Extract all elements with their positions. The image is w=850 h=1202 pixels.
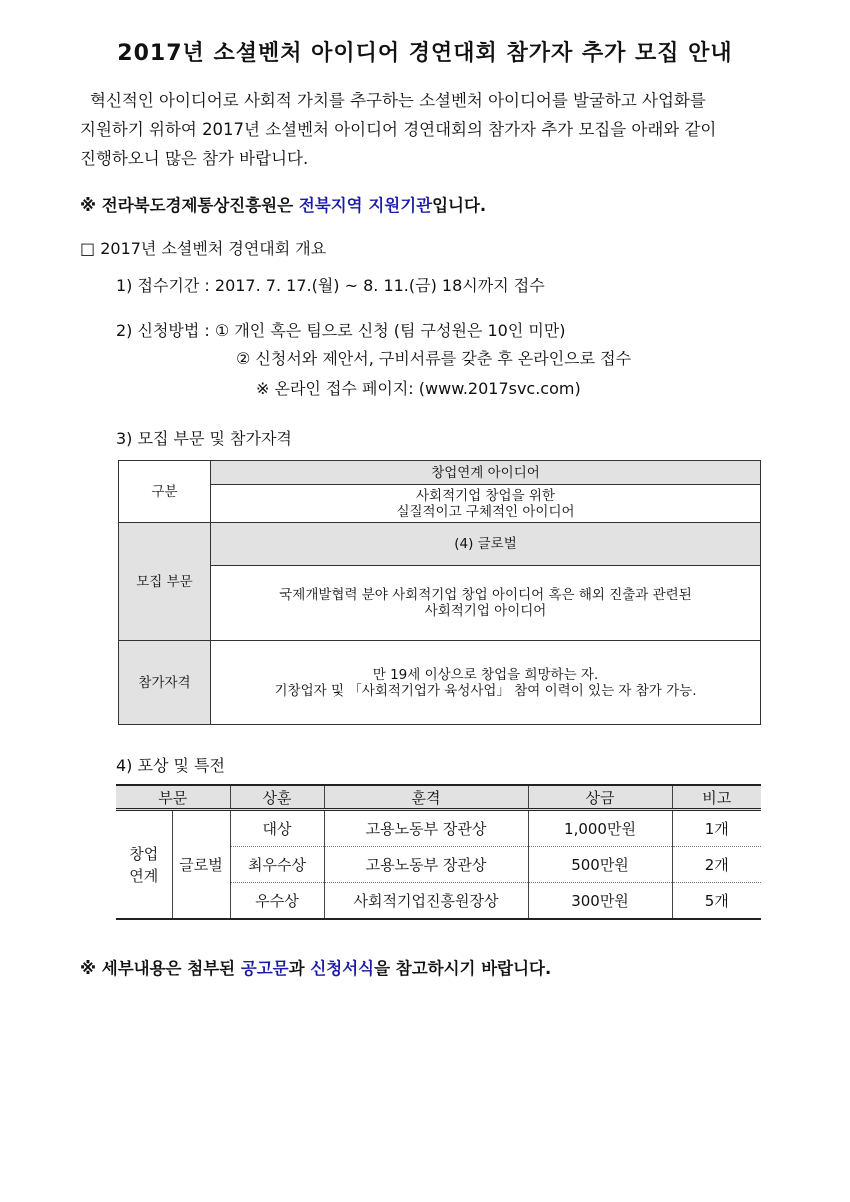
recruit-desc-global-1: 국제개발협력 분야 사회적기업 창업 아이디어 혹은 해외 진출과 관련된 [279,587,692,603]
intro-paragraph [80,86,770,173]
recruit-desc-idea-2: 실질적이고 구체적인 아이디어 [396,503,575,520]
recruit-desc-eligibility-2: 기창업자 및 「사회적기업가 육성사업」 참여 이력이 있는 자 참가 가능. [274,682,697,699]
recruit-head-idea: 창업연계 아이디어 [211,461,761,485]
recruit-desc-eligibility [211,641,761,725]
awards-row-grade: 고용노동부 장관상 [324,810,528,847]
item-categories: 3) 모집 부문 및 참가자격 [116,429,292,448]
awards-header-grade: 훈격 [324,785,528,810]
awards-row-note: 5개 [672,883,761,920]
awards-row-prize: 1,000만원 [528,810,672,847]
application-form-link[interactable]: 신청서식 [310,959,375,978]
recruit-desc-idea-1: 사회적기업 창업을 위한 [416,487,555,504]
awards-category-line2: 연계 [129,866,159,885]
item-method-b: ② 신청서와 제안서, 구비서류를 갖춘 후 온라인으로 접수 [236,349,632,368]
recruit-label-eligibility: 참가자격 [119,641,211,725]
awards-subcategory: 글로벌 [172,810,230,920]
awards-row-award: 최우수상 [230,847,324,883]
notice-attachments-mid: 과 [288,959,311,978]
recruit-head-global: (4) 글로벌 [211,523,761,566]
awards-header-award: 상훈 [230,785,324,810]
announcement-link[interactable]: 공고문 [240,959,289,978]
item-awards: 4) 포상 및 특전 [116,756,225,775]
recruit-label-field: 모집 부문 [119,523,211,641]
notice-attachments-suffix: 을 참고하시기 바랍니다. [374,959,552,978]
awards-row-prize: 500만원 [528,847,672,883]
notice-agency-highlight: 전북지역 지원기관 [298,196,433,215]
awards-row-award: 대상 [230,810,324,847]
awards-row-note: 2개 [672,847,761,883]
recruit-label-division: 구분 [119,461,211,523]
section-heading: □ 2017년 소셜벤처 경연대회 개요 [80,239,327,258]
awards-row-award: 우수상 [230,883,324,920]
awards-category [116,810,172,920]
item-method-a: 2) 신청방법 : ① 개인 혹은 팀으로 신청 (팀 구성원은 10인 미만) [116,321,566,340]
awards-category-line1: 창업 [129,844,159,863]
awards-row-prize: 300만원 [528,883,672,920]
recruit-desc-eligibility-1: 만 19세 이상으로 창업을 희망하는 자. [372,666,599,683]
notice-agency [80,192,486,216]
recruit-desc-global-2: 사회적기업 아이디어 [424,603,547,619]
recruit-table [118,460,761,725]
item-method-c: ※ 온라인 접수 페이지: (www.2017svc.com) [256,379,581,398]
notice-attachments [80,955,551,979]
recruit-desc-global [211,566,761,641]
intro-text: 혁신적인 아이디어로 사회적 가치를 추구하는 소셜벤처 아이디어를 발굴하고 사업화를 지원하기 위하여 2017년 소셜벤처 아이디어 경연대회의 참가자 추가 모집을 아래와 같이 진행하오니 많은 참가 바랍니다. [80,91,717,168]
notice-agency-suffix: 입니다. [432,196,487,215]
awards-header-division: 부문 [116,785,230,810]
item-period: 1) 접수기간 : 2017. 7. 17.(월) ~ 8. 11.(금) 18시까지 접수 [116,276,545,295]
awards-row-grade: 사회적기업진흥원장상 [324,883,528,920]
notice-agency-prefix: ※ 전라북도경제통상진흥원은 [80,196,299,215]
recruit-desc-idea [211,485,761,523]
notice-attachments-prefix: ※ 세부내용은 첨부된 [80,959,241,978]
awards-header-note: 비고 [672,785,761,810]
awards-row-note: 1개 [672,810,761,847]
document-title: 2017년 소셜벤처 아이디어 경연대회 참가자 추가 모집 안내 [117,41,733,66]
awards-row-grade: 고용노동부 장관상 [324,847,528,883]
awards-table [116,784,761,920]
awards-header-prize: 상금 [528,785,672,810]
